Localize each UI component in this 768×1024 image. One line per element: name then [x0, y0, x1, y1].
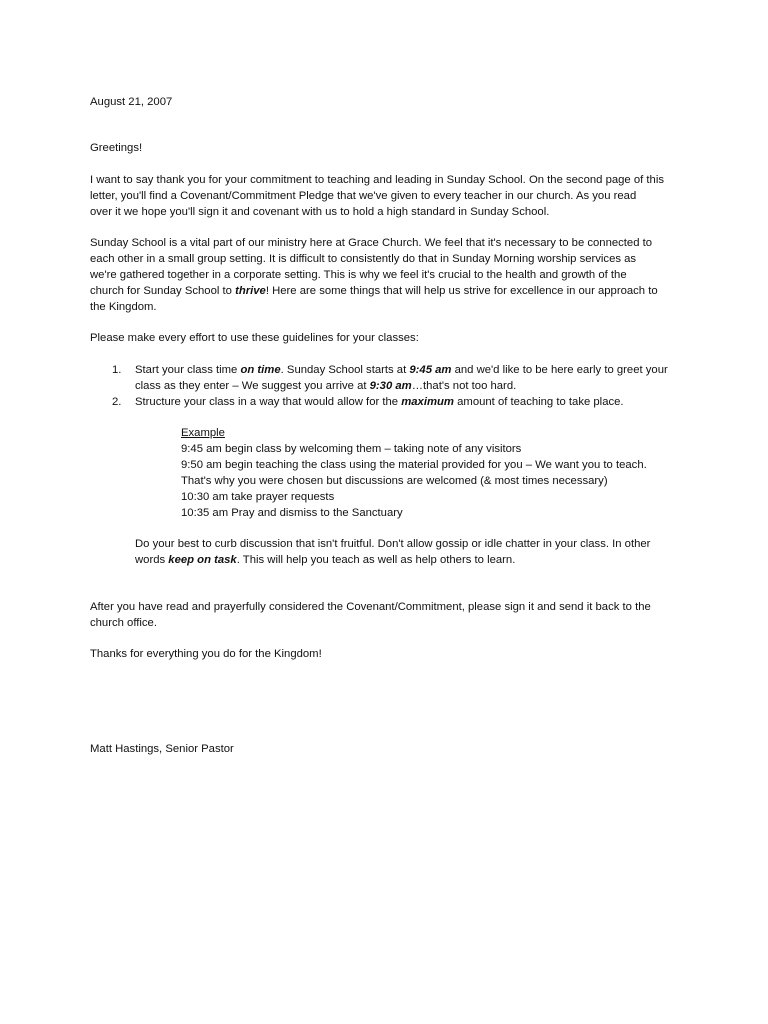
example-line-3: That's why you were chosen but discussions are welcomed (& most times necessary) — [181, 475, 608, 487]
paragraph-3: Please make every effort to use these guidelines for your classes: — [90, 332, 419, 344]
example-line-4: 10:30 am take prayer requests — [181, 491, 335, 503]
example-line-2: 9:50 am begin teaching the class using the material provided for you – We want you to teach. — [181, 459, 647, 471]
list-item-1-line-1: Start your class time on time. Sunday School starts at 9:45 am and we'd like to be here early to greet your — [135, 364, 668, 376]
paragraph-1-line-1: I want to say thank you for your commitment to teaching and leading in Sunday School. On the second page of this — [90, 174, 664, 186]
paragraph-2-line-2: each other in a small group setting. It is difficult to consistently do that in Sunday Morning worship services as — [90, 253, 637, 265]
paragraph-6: Thanks for everything you do for the Kingdom! — [90, 648, 322, 660]
example-heading: Example — [181, 427, 225, 439]
paragraph-4-line-2: words keep on task. This will help you teach as well as help others to learn. — [135, 554, 516, 566]
paragraph-5-line-1: After you have read and prayerfully considered the Covenant/Commitment, please sign it and send it back to the — [90, 601, 651, 613]
example-line-1: 9:45 am begin class by welcoming them – taking note of any visitors — [181, 443, 522, 455]
letter-date: August 21, 2007 — [90, 96, 173, 108]
greeting: Greetings! — [90, 142, 143, 154]
list-number-1: 1. — [112, 364, 122, 376]
signature: Matt Hastings, Senior Pastor — [90, 743, 234, 755]
emphasis-thrive: thrive — [235, 285, 266, 297]
list-item-1-line-2: class as they enter – We suggest you arrive at 9:30 am…that's not too hard. — [135, 380, 517, 392]
paragraph-2-line-5: the Kingdom. — [90, 301, 157, 313]
paragraph-2-line-1: Sunday School is a vital part of our ministry here at Grace Church. We feel that it's necessary to be connected to — [90, 237, 653, 249]
paragraph-1-line-2: letter, you'll find a Covenant/Commitment Pledge that we've given to every teacher in our church. As you read — [90, 190, 637, 202]
example-line-5: 10:35 am Pray and dismiss to the Sanctuary — [181, 507, 403, 519]
paragraph-1-line-3: over it we hope you'll sign it and covenant with us to hold a high standard in Sunday School. — [90, 206, 550, 218]
paragraph-2-line-4: church for Sunday School to thrive! Here are some things that will help us strive for excellence in our approach to — [90, 285, 658, 297]
list-item-2: Structure your class in a way that would allow for the maximum amount of teaching to take place. — [135, 396, 624, 408]
paragraph-2-line-3: we're gathered together in a corporate setting. This is why we feel it's crucial to the health and growth of the — [90, 269, 627, 281]
list-number-2: 2. — [112, 396, 122, 408]
paragraph-5-line-2: church office. — [90, 617, 157, 629]
paragraph-4-line-1: Do your best to curb discussion that isn't fruitful. Don't allow gossip or idle chatter in your class. In other — [135, 538, 651, 550]
